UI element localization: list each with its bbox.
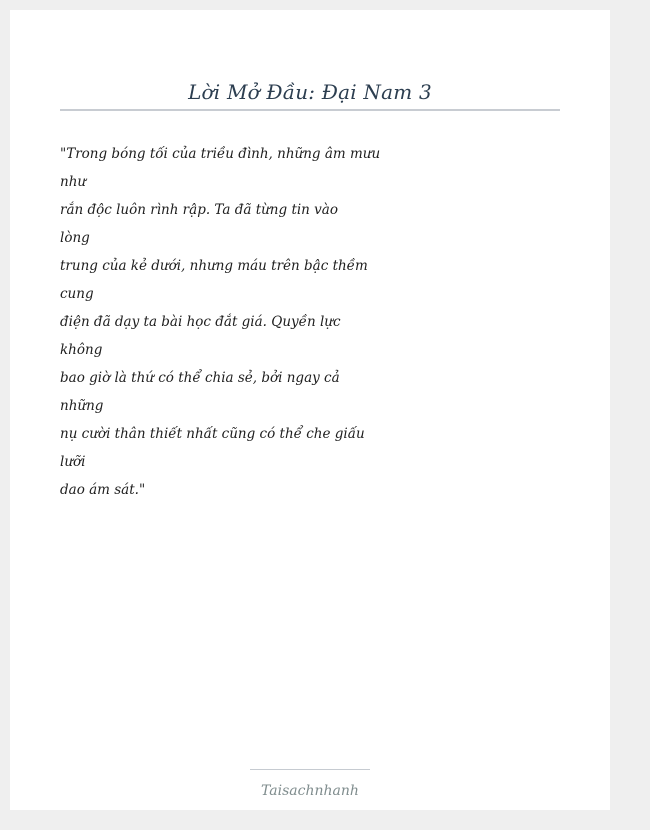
quote-line: nụ cười thân thiết nhất cũng có thể che giấu xyxy=(60,426,365,442)
footer-source: Taisachnhanh xyxy=(261,783,359,799)
quote-line: dao ám sát." xyxy=(60,482,146,498)
quote-line: bao giờ là thứ có thể chia sẻ, bởi ngay cả xyxy=(60,370,340,386)
quote-line: lòng xyxy=(60,230,90,246)
quote-line: cung xyxy=(60,286,94,302)
quote-line: như xyxy=(60,174,87,190)
title-divider xyxy=(60,109,560,111)
quote-line: rắn độc luôn rình rập. Ta đã từng tin vào xyxy=(60,202,338,218)
document-title: Lời Mở Đầu: Đại Nam 3 xyxy=(188,80,432,104)
document-page xyxy=(10,10,610,810)
quote-line: "Trong bóng tối của triều đình, những âm mưu xyxy=(60,146,381,162)
quote-line: trung của kẻ dưới, nhưng máu trên bậc thềm xyxy=(60,258,368,274)
quote-body xyxy=(60,140,381,504)
quote-line: điện đã dạy ta bài học đắt giá. Quyền lực xyxy=(60,314,341,330)
quote-line: lưỡi xyxy=(60,454,86,470)
quote-line: không xyxy=(60,342,103,358)
quote-line: những xyxy=(60,398,104,414)
footer-divider xyxy=(250,769,370,770)
